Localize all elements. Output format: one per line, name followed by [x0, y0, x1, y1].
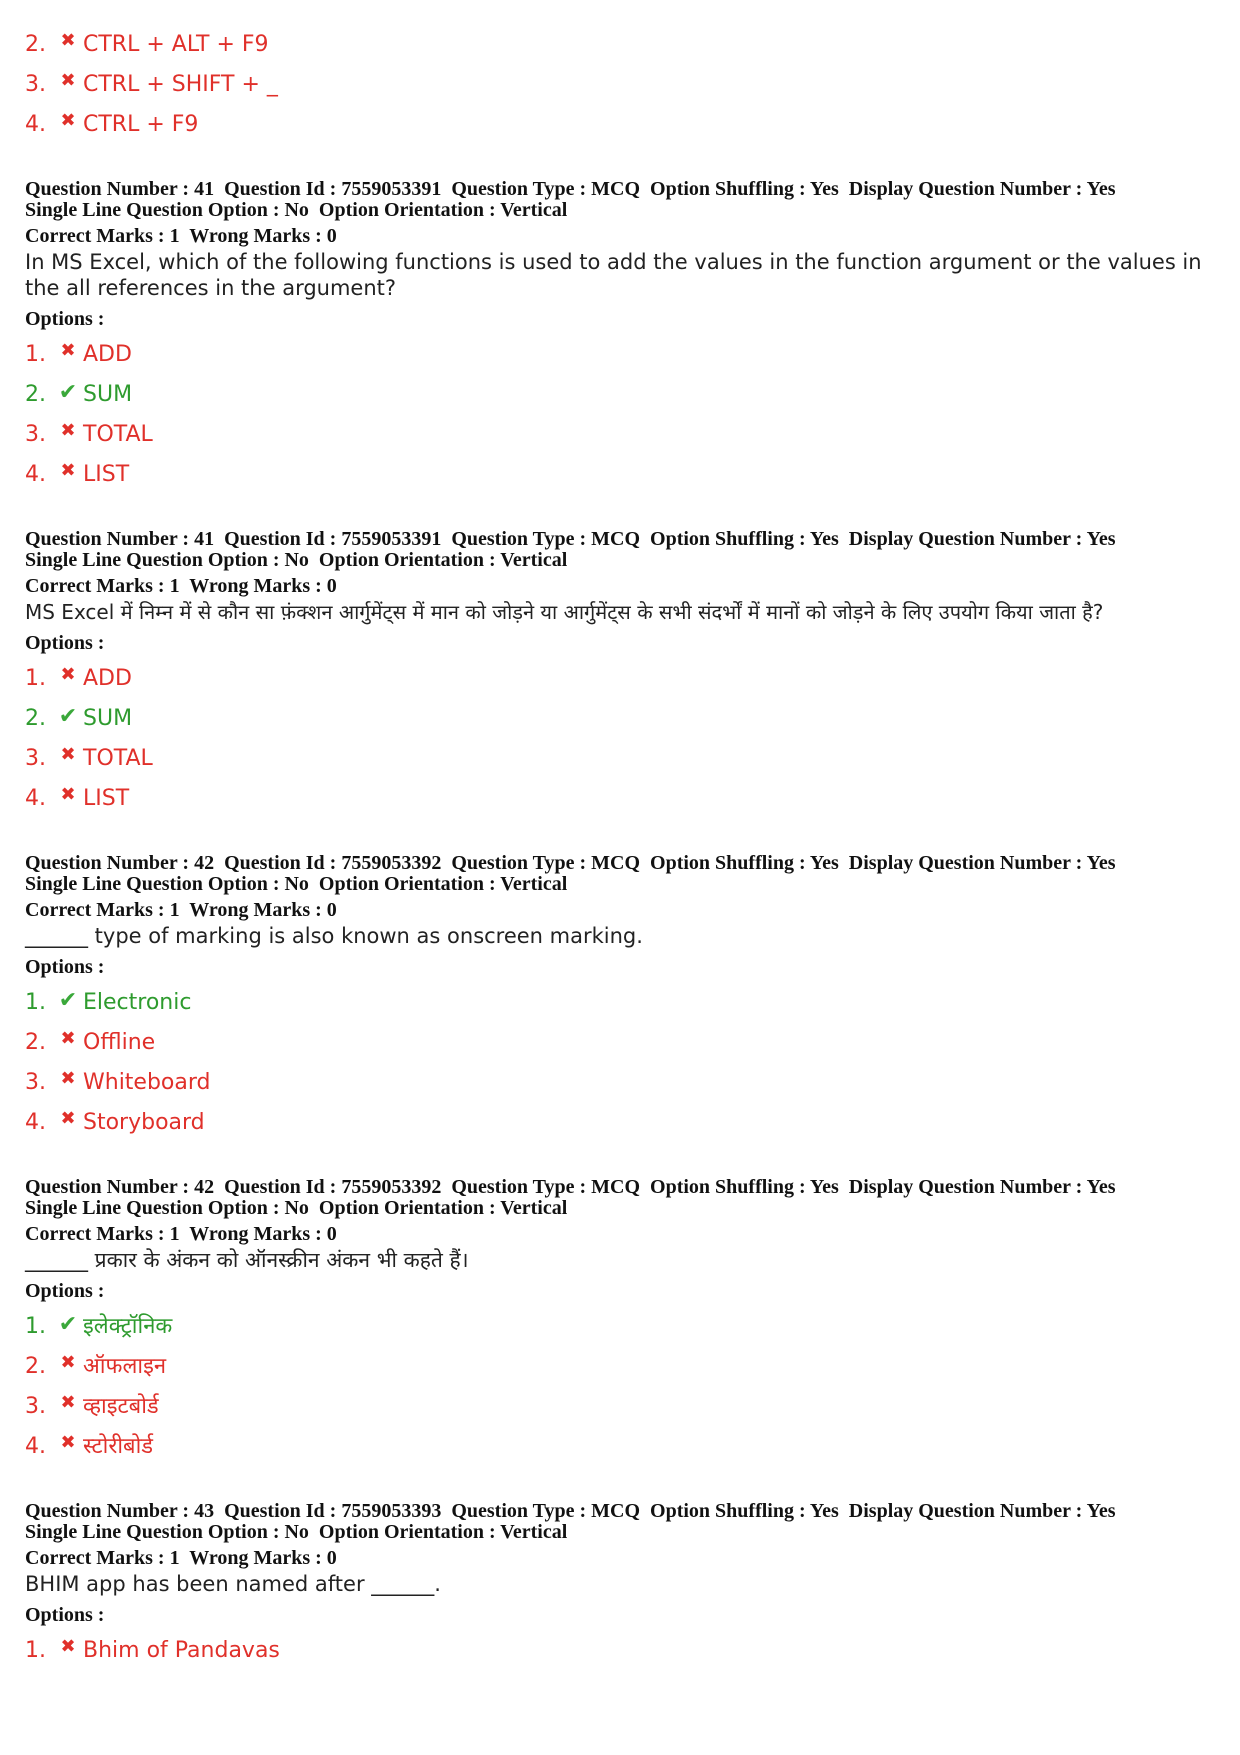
- cross-icon: ✖: [60, 1068, 76, 1089]
- option-text: Electronic: [83, 990, 192, 1015]
- cross-icon: ✖: [60, 1432, 76, 1453]
- question-meta: Question Number : 42 Question Id : 7559053392 Question Type : MCQ Option Shuffling : Yes Display Question Number : Yes: [25, 1176, 1116, 1198]
- option-item: [25, 774, 1240, 814]
- option-number: 3.: [25, 72, 46, 97]
- option-text: व्हाइटबोर्ड: [83, 1394, 159, 1419]
- option-text: स्टोरीबोर्ड: [83, 1434, 154, 1459]
- options-list: [25, 654, 1240, 814]
- option-text: ADD: [83, 666, 132, 691]
- options-list: [25, 330, 1240, 490]
- option-number: 4.: [25, 1434, 46, 1459]
- question-marks: Correct Marks : 1 Wrong Marks : 0: [25, 1223, 337, 1245]
- check-icon: ✔: [58, 380, 78, 405]
- cross-icon: ✖: [60, 1108, 76, 1129]
- question-text: BHIM app has been named after ______.: [25, 1572, 441, 1596]
- options-label: Options :: [25, 1604, 105, 1626]
- question-meta-options: Single Line Question Option : No Option Orientation : Vertical: [25, 873, 568, 895]
- option-number: 3.: [25, 746, 46, 771]
- option-item: [25, 734, 1240, 774]
- option-number: 4.: [25, 462, 46, 487]
- option-text: CTRL + ALT + F9: [83, 32, 269, 57]
- cross-icon: ✖: [60, 1028, 76, 1049]
- option-number: 4.: [25, 1110, 46, 1135]
- option-text: ऑफलाइन: [83, 1354, 167, 1379]
- option-item: [25, 410, 1240, 450]
- options-label: Options :: [25, 632, 105, 654]
- question-block: [25, 529, 1240, 814]
- options-label: Options :: [25, 1280, 105, 1302]
- cross-icon: ✖: [60, 460, 76, 481]
- check-icon: ✔: [58, 704, 78, 729]
- option-text: SUM: [83, 382, 133, 407]
- cross-icon: ✖: [60, 784, 76, 805]
- option-number: 1.: [25, 1314, 46, 1339]
- question-meta-options: Single Line Question Option : No Option Orientation : Vertical: [25, 1521, 568, 1543]
- option-text: LIST: [83, 786, 130, 811]
- question-text: In MS Excel, which of the following functions is used to add the values in the function argument or the values in the all references in the argument?: [25, 250, 1202, 300]
- question-meta: Question Number : 41 Question Id : 7559053391 Question Type : MCQ Option Shuffling : Yes Display Question Number : Yes: [25, 528, 1116, 550]
- question-text: ______ type of marking is also known as onscreen marking.: [25, 924, 643, 948]
- cross-icon: ✖: [60, 70, 76, 91]
- question-marks: Correct Marks : 1 Wrong Marks : 0: [25, 575, 337, 597]
- option-number: 1.: [25, 666, 46, 691]
- option-number: 4.: [25, 786, 46, 811]
- option-number: 3.: [25, 422, 46, 447]
- option-item: [25, 1382, 1240, 1422]
- option-item: [25, 20, 1240, 60]
- option-text: SUM: [83, 706, 133, 731]
- question-text: MS Excel में निम्न में से कौन सा फ़ंक्शन आर्गुमेंट्स में मान को जोड़ने या आर्गुमेंट्स के सभी संदर्भों में मानों को जोड़ने के लिए उपयोग किया जाता है?: [25, 600, 1104, 624]
- option-item: [25, 370, 1240, 410]
- continued-options: [25, 0, 1240, 140]
- cross-icon: ✖: [60, 110, 76, 131]
- options-list: [25, 1626, 1240, 1666]
- option-item: [25, 60, 1240, 100]
- check-icon: ✔: [58, 988, 78, 1013]
- option-text: LIST: [83, 462, 130, 487]
- option-item: [25, 654, 1240, 694]
- question-meta-options: Single Line Question Option : No Option Orientation : Vertical: [25, 549, 568, 571]
- option-text: CTRL + SHIFT + _: [83, 72, 278, 97]
- option-number: 2.: [25, 1354, 46, 1379]
- option-number: 2.: [25, 32, 46, 57]
- option-text: Offline: [83, 1030, 156, 1055]
- cross-icon: ✖: [60, 1392, 76, 1413]
- check-icon: ✔: [58, 1312, 78, 1337]
- option-item: [25, 978, 1240, 1018]
- option-item: [25, 450, 1240, 490]
- question-marks: Correct Marks : 1 Wrong Marks : 0: [25, 225, 337, 247]
- options-list: [25, 1302, 1240, 1462]
- option-item: [25, 1422, 1240, 1462]
- cross-icon: ✖: [60, 340, 76, 361]
- cross-icon: ✖: [60, 1352, 76, 1373]
- option-number: 2.: [25, 1030, 46, 1055]
- cross-icon: ✖: [60, 30, 76, 51]
- question-meta: Question Number : 41 Question Id : 7559053391 Question Type : MCQ Option Shuffling : Yes Display Question Number : Yes: [25, 178, 1116, 200]
- option-item: [25, 1018, 1240, 1058]
- question-marks: Correct Marks : 1 Wrong Marks : 0: [25, 1547, 337, 1569]
- option-text: Storyboard: [83, 1110, 205, 1135]
- question-block: [25, 1501, 1240, 1666]
- question-block: [25, 853, 1240, 1138]
- option-text: ADD: [83, 342, 132, 367]
- option-number: 1.: [25, 990, 46, 1015]
- options-list: [25, 978, 1240, 1138]
- option-number: 2.: [25, 706, 46, 731]
- question-meta: Question Number : 42 Question Id : 7559053392 Question Type : MCQ Option Shuffling : Yes Display Question Number : Yes: [25, 852, 1116, 874]
- option-text: TOTAL: [83, 422, 153, 447]
- cross-icon: ✖: [60, 420, 76, 441]
- option-item: [25, 1058, 1240, 1098]
- option-text: इलेक्ट्रॉनिक: [83, 1314, 173, 1339]
- question-text: ______ प्रकार के अंकन को ऑनस्क्रीन अंकन भी कहते हैं।: [25, 1248, 469, 1272]
- question-meta: Question Number : 43 Question Id : 7559053393 Question Type : MCQ Option Shuffling : Yes Display Question Number : Yes: [25, 1500, 1116, 1522]
- question-block: [25, 179, 1240, 490]
- option-item: [25, 1098, 1240, 1138]
- option-item: [25, 100, 1240, 140]
- option-number: 1.: [25, 342, 46, 367]
- question-meta-options: Single Line Question Option : No Option Orientation : Vertical: [25, 199, 568, 221]
- option-text: TOTAL: [83, 746, 153, 771]
- options-label: Options :: [25, 308, 105, 330]
- option-number: 3.: [25, 1070, 46, 1095]
- option-text: CTRL + F9: [83, 112, 199, 137]
- option-item: [25, 694, 1240, 734]
- option-number: 4.: [25, 112, 46, 137]
- option-item: [25, 1626, 1240, 1666]
- question-marks: Correct Marks : 1 Wrong Marks : 0: [25, 899, 337, 921]
- option-number: 1.: [25, 1638, 46, 1663]
- question-meta-options: Single Line Question Option : No Option Orientation : Vertical: [25, 1197, 568, 1219]
- option-item: [25, 1342, 1240, 1382]
- option-number: 3.: [25, 1394, 46, 1419]
- cross-icon: ✖: [60, 744, 76, 765]
- option-text: Whiteboard: [83, 1070, 211, 1095]
- option-item: [25, 1302, 1240, 1342]
- option-item: [25, 330, 1240, 370]
- cross-icon: ✖: [60, 664, 76, 685]
- options-label: Options :: [25, 956, 105, 978]
- option-number: 2.: [25, 382, 46, 407]
- question-block: [25, 1177, 1240, 1462]
- cross-icon: ✖: [60, 1636, 76, 1657]
- option-text: Bhim of Pandavas: [83, 1638, 280, 1663]
